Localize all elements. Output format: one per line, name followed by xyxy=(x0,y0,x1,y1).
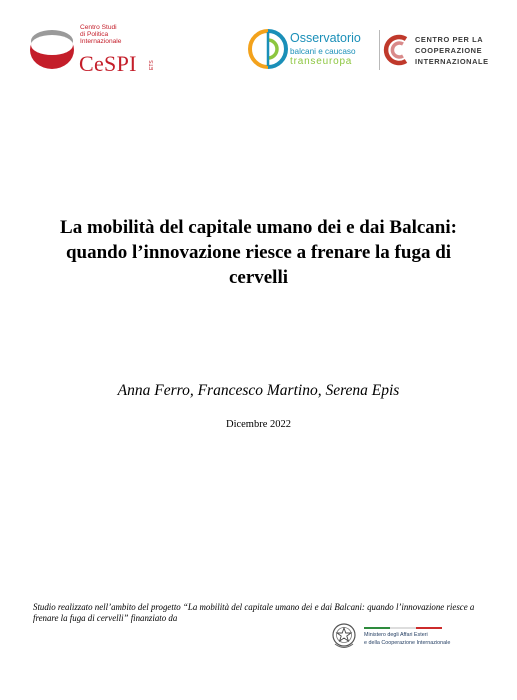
cci-mark-icon xyxy=(382,33,412,67)
cespi-logo xyxy=(28,24,168,80)
cespi-subtitle-line1: Centro Studi xyxy=(80,24,117,31)
cci-name-line1: CENTRO PER LA xyxy=(415,35,484,44)
maeci-name-line1: Ministero degli Affari Esteri xyxy=(364,632,428,638)
cci-name-line2: COOPERAZIONE xyxy=(415,46,483,55)
document-title xyxy=(20,215,497,290)
cespi-subtitle-line3: Internazionale xyxy=(80,38,122,45)
cespi-suffix: ETS xyxy=(149,60,155,70)
italian-emblem-icon xyxy=(330,620,358,652)
funding-note: Studio realizzato nell’ambito del progetto “La mobilità del capitale umano dei e dai Balcani: quando l’innovazione riesce a frenare la fuga di cervelli” finanziato da xyxy=(33,602,475,624)
obct-name-line1: Osservatorio xyxy=(290,31,361,45)
authors: Anna Ferro, Francesco Martino, Serena Epis xyxy=(117,382,400,399)
obct-name-line2: balcani e caucaso xyxy=(290,47,356,56)
publication-date: Dicembre 2022 xyxy=(225,419,292,430)
obct-logo xyxy=(248,28,378,72)
obct-name-line3: transeuropa xyxy=(290,56,353,67)
title-line3: cervelli xyxy=(228,267,289,288)
obct-mark-icon xyxy=(248,28,288,70)
logo-divider xyxy=(379,30,380,70)
maeci-name-line2: e della Cooperazione Internazionale xyxy=(364,640,451,646)
title-line2: quando l’innovazione riesce a frenare la fuga di xyxy=(65,242,452,263)
cci-logo xyxy=(382,30,492,72)
cespi-mark-icon xyxy=(28,24,78,74)
cci-name-line3: INTERNAZIONALE xyxy=(415,57,489,66)
maeci-logo xyxy=(330,620,480,656)
title-line1: La mobilità del capitale umano dei e dai Balcani: xyxy=(60,217,457,238)
cespi-subtitle-line2: di Politica xyxy=(80,31,109,38)
cespi-name: CeSPI xyxy=(79,51,137,76)
italian-flag-stripe xyxy=(364,627,442,629)
